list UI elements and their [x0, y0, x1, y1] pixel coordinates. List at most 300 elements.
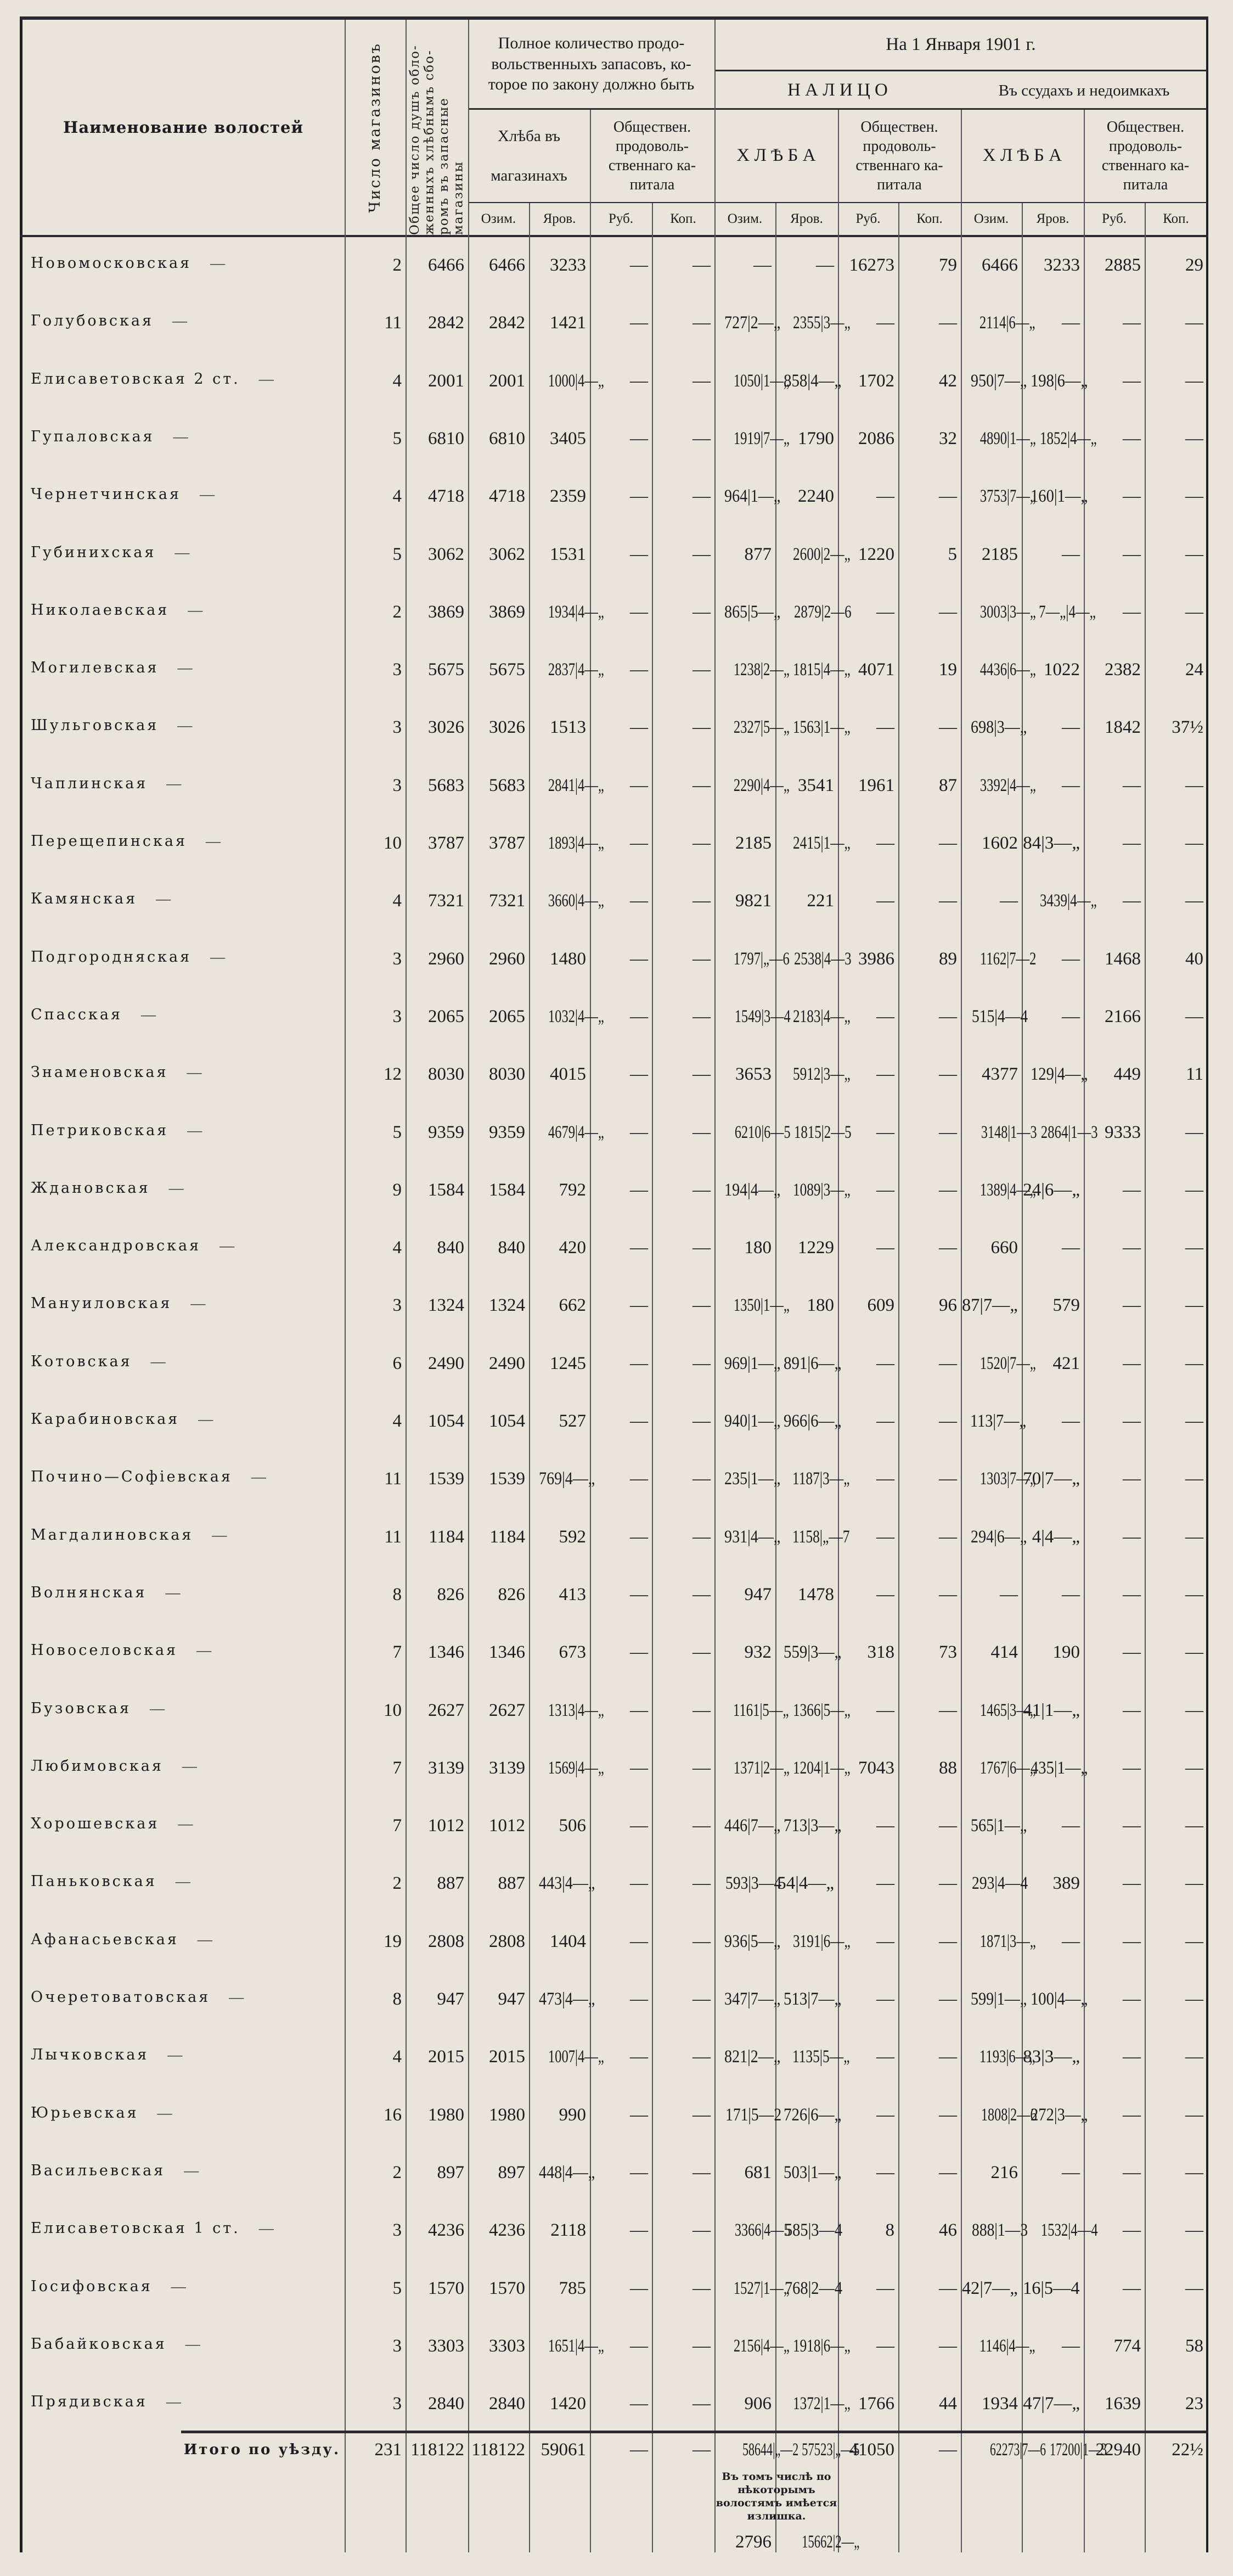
cell-value: 840: [498, 1238, 525, 1258]
table-cell: [714, 1293, 790, 1318]
leader-dash: —: [185, 2335, 200, 2352]
table-cell: [775, 368, 842, 394]
table-cell: [1022, 2218, 1098, 2243]
volost-name-cell: [31, 717, 338, 734]
table-cell: [529, 657, 604, 682]
cell-value: 1135|5—„: [792, 2047, 850, 2067]
volost-name-cell: [31, 1815, 338, 1832]
table-cell: [468, 2333, 529, 2359]
leader-dash: —: [168, 1179, 184, 1196]
cell-value: 1815|2—5: [793, 1122, 852, 1142]
subheader-rub: Руб.: [855, 211, 881, 227]
cell-value: 662: [559, 1295, 586, 1316]
table-cell: [961, 2276, 1022, 2301]
table-cell: [838, 2218, 898, 2243]
table-row: [0, 1690, 1233, 1748]
cell-value: 2001: [428, 371, 464, 391]
cell-value: —: [692, 2104, 711, 2125]
total-cell: [714, 2437, 799, 2462]
cell-value: —: [630, 2278, 648, 2298]
cell-value: 3062: [428, 544, 464, 564]
table-cell: [1022, 1524, 1084, 1550]
table-cell: [468, 946, 529, 972]
table-cell: [529, 542, 590, 567]
volost-name: Гупаловская: [31, 428, 155, 445]
cell-value: 1478: [798, 1584, 834, 1604]
cell-value: —: [692, 2220, 711, 2241]
cell-value: 4236: [428, 2220, 464, 2241]
cell-value: —: [876, 1238, 894, 1258]
cell-value: 1089|3—„: [793, 1180, 851, 1200]
table-cell: [1022, 888, 1097, 913]
cell-value: 2001: [489, 371, 525, 391]
total-cell: [529, 2437, 590, 2462]
cell-value: 2: [392, 602, 402, 622]
cell-value: 2960: [428, 949, 464, 969]
cell-value: 1468: [1105, 949, 1141, 969]
cell-value: 58644|„—2: [742, 2440, 799, 2460]
table-cell: [1084, 1177, 1145, 1203]
cell-value: —: [876, 2278, 894, 2298]
table-cell: [961, 946, 1037, 972]
cell-value: —: [630, 1064, 648, 1085]
volost-name-cell: [31, 1700, 338, 1717]
table-cell: [838, 426, 898, 451]
cell-value: 1346: [428, 1642, 464, 1663]
cell-value: 950|7—„: [971, 371, 1027, 391]
cell-value: —: [1185, 2104, 1203, 2125]
table-cell: [406, 1640, 468, 1665]
volost-name: Знаменовская: [31, 1064, 168, 1081]
cell-value: —: [876, 1989, 894, 2009]
cell-value: 1371|2—„: [733, 1758, 790, 1778]
table-cell: [529, 310, 590, 335]
table-cell: [529, 1986, 595, 2012]
table-cell: [590, 715, 652, 740]
header-full-amount: Полное количество продо- вольственныхъ запасовъ, ко- торое по закону должно быть: [488, 34, 695, 94]
table-cell: [590, 484, 652, 509]
table-cell: [652, 2276, 714, 2301]
cell-value: 7321: [428, 891, 464, 911]
table-cell: [529, 2218, 590, 2243]
cell-value: —: [876, 1931, 894, 1951]
table-cell: [1022, 1986, 1088, 2012]
cell-value: 3233: [1044, 255, 1080, 275]
table-row: [0, 302, 1233, 360]
cell-value: 10: [384, 1700, 402, 1720]
volost-name-cell: [31, 486, 338, 503]
table-cell: [1022, 1235, 1084, 1260]
table-cell: [714, 1813, 781, 1838]
volost-name-cell: [31, 428, 338, 445]
cell-value: 2015: [428, 2047, 464, 2067]
cell-value: 32: [939, 428, 957, 448]
cell-value: 3: [392, 949, 402, 969]
table-cell: [406, 1004, 468, 1029]
table-cell: [406, 715, 468, 740]
cell-value: —: [692, 1931, 711, 1951]
leader-dash: —: [196, 1642, 212, 1659]
table-cell: [961, 252, 1022, 278]
table-cell: [714, 1408, 781, 1434]
table-row: [0, 1632, 1233, 1690]
table-row: [0, 1863, 1233, 1921]
table-cell: [406, 1293, 468, 1318]
table-cell: [1084, 1466, 1145, 1491]
cell-value: 4: [392, 1238, 402, 1258]
volost-name: Юрьевская: [31, 2104, 139, 2122]
table-cell: [1145, 1062, 1207, 1087]
cell-value: 769|4—„: [539, 1469, 595, 1489]
table-cell: [775, 1871, 838, 1896]
table-cell: [1145, 888, 1207, 913]
cell-value: —: [1185, 428, 1203, 448]
cell-value: 2627: [489, 1700, 525, 1720]
table-cell: [345, 888, 406, 913]
cell-value: 3: [392, 717, 402, 738]
cell-value: —: [939, 1700, 957, 1720]
cell-value: 3139: [489, 1758, 525, 1778]
table-cell: [1145, 773, 1207, 798]
table-cell: [1022, 310, 1084, 335]
table-cell: [898, 715, 961, 740]
leader-dash: —: [174, 543, 190, 560]
cell-value: 940|1—„: [724, 1411, 781, 1431]
cell-value: —: [692, 833, 711, 853]
cell-value: 906: [744, 2394, 772, 2414]
cell-value: 414: [990, 1642, 1018, 1663]
table-cell: [406, 2333, 468, 2359]
cell-value: 2065: [428, 1006, 464, 1026]
cell-value: 9359: [489, 1122, 525, 1142]
cell-value: —: [939, 2047, 957, 2067]
cell-value: 2065: [489, 1006, 525, 1026]
cell-value: 5675: [428, 660, 464, 680]
table-cell: [590, 1004, 652, 1029]
table-cell: [468, 1466, 529, 1491]
cell-value: 2842: [489, 313, 525, 333]
cell-value: 1012: [428, 1816, 464, 1836]
table-cell: [468, 1351, 529, 1376]
table-cell: [468, 1004, 529, 1029]
cell-value: —: [692, 1526, 711, 1547]
table-cell: [898, 1120, 961, 1145]
table-cell: [590, 1755, 652, 1781]
table-cell: [529, 1293, 590, 1318]
table-cell: [529, 946, 590, 972]
table-cell: [345, 310, 406, 335]
table-cell: [406, 1235, 468, 1260]
table-cell: [838, 1813, 898, 1838]
cell-value: 6466: [982, 255, 1018, 275]
table-cell: [714, 1062, 775, 1087]
cell-value: 3233: [550, 255, 586, 275]
table-cell: [529, 1177, 590, 1203]
cell-value: 6: [392, 1353, 402, 1373]
cell-value: 1389|4—„: [979, 1180, 1036, 1200]
cell-value: 118122: [471, 2440, 525, 2460]
table-cell: [838, 2333, 898, 2359]
table-cell: [406, 1871, 468, 1896]
cell-value: 768|2—4: [784, 2278, 843, 2298]
cell-value: 1366|5—„: [793, 1700, 851, 1720]
table-cell: [1022, 542, 1084, 567]
volost-name-cell: [31, 2162, 338, 2179]
table-cell: [1145, 1986, 1207, 2012]
table-cell: [345, 1755, 406, 1781]
table-cell: [345, 599, 406, 625]
table-cell: [529, 1524, 590, 1550]
cell-value: 2796: [735, 2532, 772, 2552]
leader-dash: —: [165, 1584, 181, 1601]
cell-value: 1549|3—4: [734, 1006, 791, 1026]
cell-value: 3303: [489, 2336, 525, 2356]
cell-value: 1532|4—4: [1040, 2220, 1098, 2241]
table-cell: [590, 1062, 652, 1087]
cell-value: 4679|4—„: [548, 1122, 604, 1142]
volost-name: Новомосковская: [31, 255, 192, 272]
cell-value: 2842: [428, 313, 464, 333]
table-row: [0, 996, 1233, 1054]
cell-value: 1187|3—„: [792, 1469, 850, 1489]
cell-value: 826: [437, 1584, 464, 1604]
cell-value: —: [1123, 428, 1141, 448]
table-cell: [1084, 1351, 1145, 1376]
cell-value: —: [692, 371, 711, 391]
table-cell: [590, 599, 652, 625]
cell-value: —: [692, 2278, 711, 2298]
table-cell: [406, 1986, 468, 2012]
table-cell: [590, 1813, 652, 1838]
table-row: [0, 707, 1233, 765]
cell-value: 3986: [858, 949, 894, 969]
table-cell: [775, 2333, 851, 2359]
table-cell: [406, 484, 468, 509]
table-cell: [838, 1466, 898, 1491]
table-row: [0, 245, 1233, 302]
cell-value: 1421: [550, 313, 586, 333]
cell-value: 1007|4—„: [548, 2047, 604, 2067]
table-row: [0, 2152, 1233, 2210]
cell-value: 389: [1052, 1873, 1080, 1894]
subheader-kop: Коп.: [1163, 211, 1189, 227]
table-cell: [468, 2160, 529, 2185]
cell-value: —: [1185, 1353, 1203, 1373]
cell-value: —: [876, 1469, 894, 1489]
cell-value: —: [876, 1122, 894, 1142]
table-cell: [775, 1698, 851, 1723]
table-cell: [1084, 2333, 1145, 2359]
cell-value: —: [630, 1584, 648, 1604]
cell-value: 3003|3—„: [979, 602, 1036, 622]
table-cell: [345, 1293, 406, 1318]
table-cell: [529, 715, 590, 740]
header-volost-name: Наименование волостей: [63, 117, 303, 137]
table-cell: [529, 1871, 595, 1896]
cell-value: —: [939, 1180, 957, 1200]
table-cell: [838, 1524, 898, 1550]
cell-value: —: [876, 486, 894, 507]
cell-value: 1158|„—7: [792, 1526, 850, 1547]
subheader-yarov: Яров.: [1036, 211, 1069, 227]
header-on-hand-grain: Х Л Ѣ Б А: [736, 145, 816, 166]
total-rule: [181, 2431, 1208, 2433]
cell-value: 579: [1052, 1295, 1080, 1316]
volost-name: Мануиловская: [31, 1295, 172, 1312]
cell-value: 12: [384, 1064, 402, 1085]
cell-value: —: [630, 1006, 648, 1026]
cell-value: —: [876, 1873, 894, 1894]
cell-value: —: [1062, 1816, 1080, 1836]
cell-value: —: [692, 1238, 711, 1258]
cell-value: 3366|4—5: [734, 2220, 791, 2241]
cell-value: 5: [392, 2278, 402, 2298]
total-cell: [1145, 2437, 1207, 2462]
table-cell: [1022, 426, 1097, 451]
table-cell: [529, 368, 604, 394]
cell-value: —: [692, 486, 711, 507]
cell-value: 180: [807, 1295, 834, 1316]
cell-value: 1162|7—2: [980, 949, 1037, 969]
table-cell: [961, 484, 1036, 509]
cell-value: 1767|6—„: [979, 1758, 1036, 1778]
cell-value: —: [1123, 833, 1141, 853]
table-cell: [468, 1582, 529, 1607]
leader-dash: —: [177, 717, 193, 734]
table-cell: [1022, 2160, 1084, 2185]
cell-value: —: [939, 1873, 957, 1894]
cell-value: —: [939, 1411, 957, 1431]
total-cell: [961, 2437, 1046, 2462]
volost-name: Прядивская: [31, 2393, 148, 2411]
total-cell: [1084, 2437, 1145, 2462]
table-cell: [1022, 2276, 1084, 2301]
cell-value: 29: [1185, 255, 1203, 275]
cell-value: —: [876, 717, 894, 738]
cell-value: 1022: [1044, 660, 1080, 680]
cell-value: 3787: [489, 833, 525, 853]
table-cell: [1084, 1004, 1145, 1029]
cell-value: 513|7—„: [784, 1989, 842, 2009]
cell-value: 5: [392, 428, 402, 448]
table-cell: [961, 1698, 1036, 1723]
cell-value: 16273: [849, 255, 894, 275]
cell-value: —: [630, 2047, 648, 2067]
table-cell: [652, 1351, 714, 1376]
table-cell: [529, 1408, 590, 1434]
cell-value: —: [1062, 1006, 1080, 1026]
cell-value: 2864|1—3: [1040, 1122, 1098, 1142]
volost-name-cell: [31, 1642, 338, 1659]
table-cell: [898, 484, 961, 509]
table-cell: [406, 773, 468, 798]
leader-dash: —: [177, 659, 193, 676]
table-cell: [345, 773, 406, 798]
table-cell: [1145, 2218, 1207, 2243]
table-cell: [345, 2044, 406, 2069]
cell-value: 1702: [858, 371, 894, 391]
table-cell: [345, 1524, 406, 1550]
volost-name: Хорошевская: [31, 1815, 160, 1833]
cell-value: —: [692, 428, 711, 448]
table-cell: [838, 1351, 898, 1376]
table-cell: [1084, 2276, 1145, 2301]
cell-value: 3660|4—„: [548, 891, 604, 911]
table-cell: [529, 2391, 590, 2416]
table-cell: [468, 1698, 529, 1723]
cell-value: —: [939, 2162, 957, 2182]
table-row: [0, 2268, 1233, 2326]
table-cell: [838, 1698, 898, 1723]
table-cell: [1145, 1004, 1207, 1029]
cell-value: 559|3—„: [784, 1642, 842, 1663]
volost-name: Лычковская: [31, 2046, 149, 2064]
table-cell: [961, 1466, 1036, 1491]
cell-value: 235|1—„: [724, 1469, 781, 1489]
leader-dash: —: [182, 1757, 197, 1774]
cell-value: 42|7—„: [962, 2278, 1018, 2298]
table-cell: [714, 1755, 790, 1781]
subheader-rub: Руб.: [1101, 211, 1127, 227]
table-cell: [652, 888, 714, 913]
cell-value: 194|4—„: [724, 1180, 781, 1200]
table-cell: [345, 1235, 406, 1260]
table-cell: [898, 2044, 961, 2069]
table-cell: [898, 252, 961, 278]
cell-value: 11: [1186, 1064, 1203, 1085]
cell-value: —: [630, 1816, 648, 1836]
table-cell: [590, 1524, 652, 1550]
table-cell: [345, 1813, 406, 1838]
cell-value: 3: [392, 2220, 402, 2241]
cell-value: —: [1123, 313, 1141, 333]
table-cell: [345, 1351, 406, 1376]
table-cell: [1022, 2044, 1084, 2069]
table-cell: [898, 1466, 961, 1491]
table-cell: [961, 1408, 1027, 1434]
cell-value: 22940: [1095, 2440, 1141, 2460]
table-cell: [838, 2391, 898, 2416]
cell-value: 42: [939, 371, 957, 391]
table-cell: [652, 1466, 714, 1491]
volost-name: Голубовская: [31, 312, 154, 330]
table-row: [0, 1748, 1233, 1805]
table-row: [0, 2210, 1233, 2268]
table-cell: [898, 2160, 961, 2185]
table-cell: [1084, 1871, 1145, 1896]
cell-value: —: [1123, 1469, 1141, 1489]
cell-value: 3: [392, 660, 402, 680]
table-cell: [529, 1062, 590, 1087]
cell-value: 1146|4—„: [979, 2336, 1035, 2356]
table-cell: [838, 888, 898, 913]
table-cell: [775, 1351, 842, 1376]
table-cell: [961, 599, 1036, 625]
table-cell: [961, 1293, 1022, 1318]
cell-value: 897: [498, 2162, 525, 2182]
volost-name: Магдалиновская: [31, 1526, 194, 1544]
cell-value: 1032|4—„: [548, 1006, 604, 1026]
table-cell: [468, 1871, 529, 1896]
table-cell: [838, 1408, 898, 1434]
cell-value: —: [1185, 544, 1203, 564]
table-cell: [838, 2044, 898, 2069]
table-cell: [468, 599, 529, 625]
table-cell: [961, 2391, 1022, 2416]
table-cell: [775, 946, 852, 972]
table-cell: [714, 252, 775, 278]
cell-value: 3392|4—„: [979, 775, 1036, 795]
